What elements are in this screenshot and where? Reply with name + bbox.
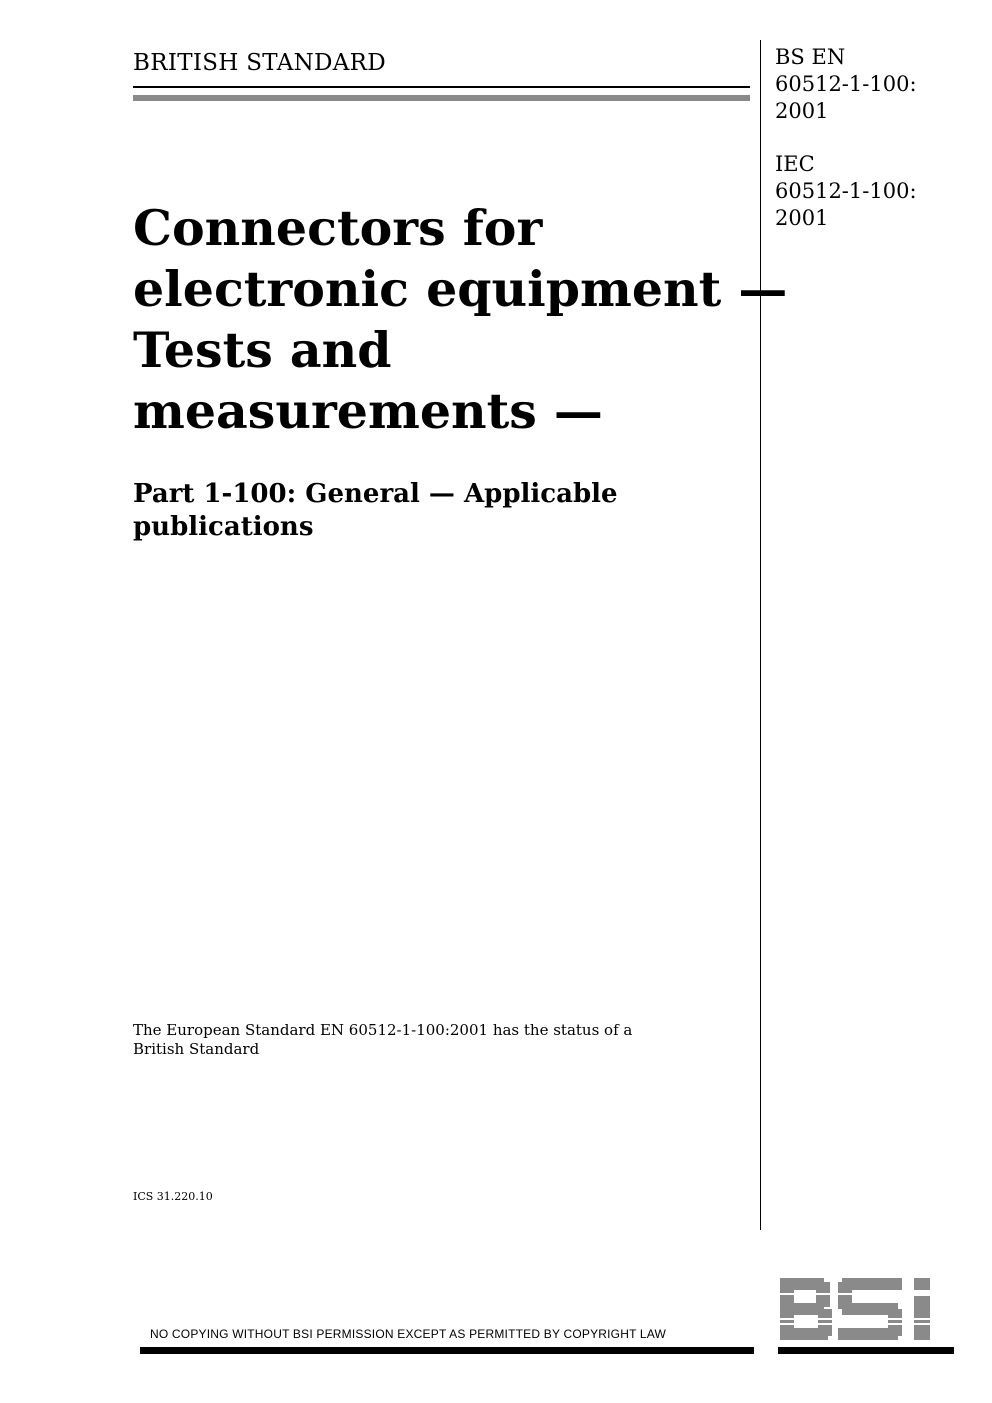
iec-line: IEC <box>775 152 815 176</box>
ics-code: ICS 31.220.10 <box>133 1190 213 1203</box>
document-type-label: BRITISH STANDARD <box>133 50 387 76</box>
title-line: measurements — <box>133 382 603 440</box>
document-subtitle: Part 1-100: General — Applicable publications <box>133 479 618 542</box>
bs-en-line: 60512-1-100: <box>775 72 917 96</box>
iec-line: 60512-1-100: <box>775 179 917 203</box>
title-line: electronic equipment — <box>133 260 788 318</box>
footer-rule <box>140 1347 754 1354</box>
copyright-notice: NO COPYING WITHOUT BSI PERMISSION EXCEPT AS PERMITTED BY COPYRIGHT LAW <box>150 1327 667 1341</box>
bs-en-line: 2001 <box>775 99 829 123</box>
iec-reference <box>775 151 917 232</box>
header-rule-grey <box>133 95 750 101</box>
document-title <box>133 198 788 442</box>
title-line: Tests and <box>133 321 392 379</box>
bsi-logo <box>778 1276 954 1342</box>
bs-en-reference <box>775 44 917 125</box>
header-rule-thin <box>133 86 750 88</box>
footer-rule-logo <box>778 1347 954 1354</box>
title-line: Connectors for <box>133 199 543 257</box>
bs-en-line: BS EN <box>775 45 846 69</box>
bsi-logo-mark <box>780 1278 930 1340</box>
iec-line: 2001 <box>775 206 829 230</box>
status-note: The European Standard EN 60512-1-100:2001 has the status of a British Standard <box>133 1021 633 1058</box>
